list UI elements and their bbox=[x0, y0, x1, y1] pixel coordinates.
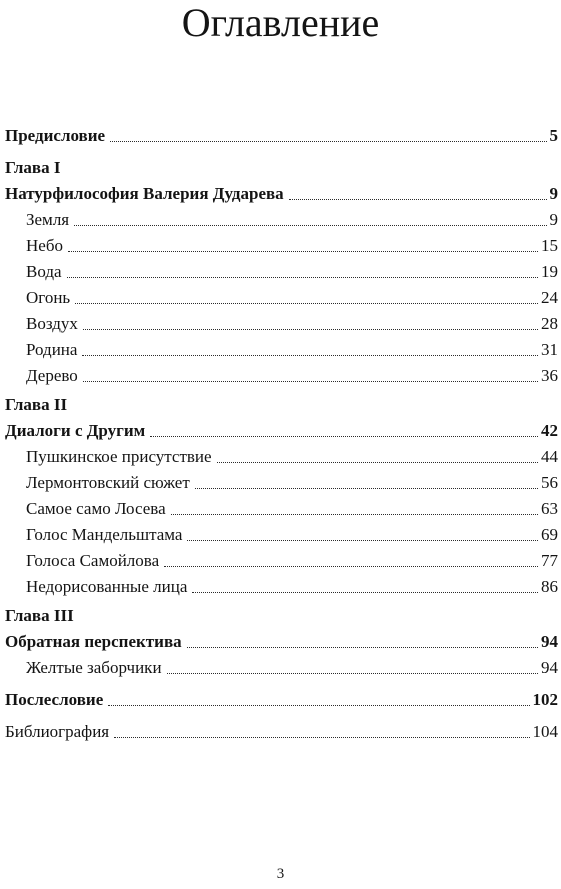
dot-leader bbox=[217, 462, 538, 463]
toc-entry-section[interactable] bbox=[5, 441, 558, 467]
dot-leader bbox=[67, 277, 538, 278]
chapter-heading: Глава III bbox=[5, 606, 74, 625]
toc-entry-page: 63 bbox=[541, 499, 558, 518]
toc-entry-label: Натурфилософия Валерия Дударева bbox=[5, 184, 284, 203]
toc-entry-label: Диалоги с Другим bbox=[5, 421, 146, 440]
page-number: 3 bbox=[276, 866, 285, 882]
dot-leader bbox=[187, 540, 538, 541]
toc-entry-chapter-3[interactable] bbox=[5, 626, 558, 652]
toc-entry-label: Земля bbox=[26, 210, 70, 229]
toc-entry-label: Небо bbox=[26, 236, 63, 255]
toc-entry-chapter-1[interactable] bbox=[5, 178, 558, 204]
toc-entry-label: Самое само Лосева bbox=[26, 499, 166, 518]
toc-entry-section[interactable] bbox=[5, 204, 558, 230]
dot-leader bbox=[164, 566, 538, 567]
toc-entry-page: 9 bbox=[549, 184, 558, 203]
toc-entry-page: 24 bbox=[541, 288, 558, 307]
toc-entry-section[interactable] bbox=[5, 493, 558, 519]
toc-entry-page: 9 bbox=[549, 210, 558, 229]
toc-entry-label: Дерево bbox=[26, 366, 78, 385]
toc-entry-page: 44 bbox=[541, 447, 558, 466]
dot-leader bbox=[68, 251, 538, 252]
toc-entry-label: Голоса Самойлова bbox=[26, 551, 160, 570]
toc-entry-page: 15 bbox=[541, 236, 558, 255]
toc-entry-section[interactable] bbox=[5, 360, 558, 386]
toc-entry-label: Предисловие bbox=[5, 126, 106, 145]
toc-entry-page: 56 bbox=[541, 473, 558, 492]
toc-entry-page: 94 bbox=[541, 658, 558, 677]
toc-entry-label: Огонь bbox=[26, 288, 71, 307]
toc-entry-page: 36 bbox=[541, 366, 558, 385]
toc-entry-section[interactable] bbox=[5, 230, 558, 256]
toc-entry-page: 69 bbox=[541, 525, 558, 544]
toc-entry-bibliography[interactable] bbox=[5, 716, 558, 742]
dot-leader bbox=[192, 592, 538, 593]
dot-leader bbox=[108, 705, 529, 706]
toc-entry-page: 104 bbox=[532, 722, 558, 741]
dot-leader bbox=[83, 329, 538, 330]
chapter-heading: Глава I bbox=[5, 158, 61, 177]
toc-entry-page: 42 bbox=[541, 421, 558, 440]
toc-entry-label: Библиография bbox=[5, 722, 110, 741]
dot-leader bbox=[167, 673, 538, 674]
dot-leader bbox=[83, 381, 538, 382]
dot-leader bbox=[195, 488, 538, 489]
toc-entry-section[interactable] bbox=[5, 282, 558, 308]
chapter-heading: Глава II bbox=[5, 395, 68, 414]
toc-entry-page: 94 bbox=[541, 632, 558, 651]
toc-entry-label: Обратная перспектива bbox=[5, 632, 182, 651]
toc-entry-page: 77 bbox=[541, 551, 558, 570]
dot-leader bbox=[171, 514, 538, 515]
dot-leader bbox=[187, 647, 538, 648]
table-of-contents bbox=[5, 120, 558, 742]
toc-entry-label: Недорисованные лица bbox=[26, 577, 188, 596]
toc-entry-section[interactable] bbox=[5, 467, 558, 493]
toc-entry-page: 28 bbox=[541, 314, 558, 333]
toc-entry-label: Голос Мандельштама bbox=[26, 525, 183, 544]
toc-entry-page: 19 bbox=[541, 262, 558, 281]
dot-leader bbox=[74, 225, 546, 226]
dot-leader bbox=[75, 303, 538, 304]
dot-leader bbox=[289, 199, 547, 200]
dot-leader bbox=[110, 141, 546, 142]
toc-entry-section[interactable] bbox=[5, 545, 558, 571]
toc-entry-label: Послесловие bbox=[5, 690, 104, 709]
toc-entry-label: Вода bbox=[26, 262, 62, 281]
toc-entry-chapter-2[interactable] bbox=[5, 415, 558, 441]
page-title: Оглавление bbox=[181, 0, 380, 45]
toc-entry-section[interactable] bbox=[5, 308, 558, 334]
toc-entry-section[interactable] bbox=[5, 571, 558, 597]
toc-entry-label: Пушкинское присутствие bbox=[26, 447, 212, 466]
toc-entry-afterword[interactable] bbox=[5, 684, 558, 710]
dot-leader bbox=[114, 737, 529, 738]
toc-entry-label: Воздух bbox=[26, 314, 78, 333]
toc-entry-section[interactable] bbox=[5, 652, 558, 678]
dot-leader bbox=[150, 436, 538, 437]
toc-entry-page: 31 bbox=[541, 340, 558, 359]
toc-entry-page: 86 bbox=[541, 577, 558, 596]
toc-entry-label: Родина bbox=[26, 340, 78, 359]
toc-entry-page: 102 bbox=[532, 690, 558, 709]
toc-entry-section[interactable] bbox=[5, 519, 558, 545]
toc-entry-section[interactable] bbox=[5, 334, 558, 360]
toc-entry-section[interactable] bbox=[5, 256, 558, 282]
toc-entry-preface[interactable] bbox=[5, 120, 558, 146]
toc-entry-label: Желтые заборчики bbox=[26, 658, 162, 677]
toc-entry-page: 5 bbox=[549, 126, 558, 145]
toc-entry-label: Лермонтовский сюжет bbox=[26, 473, 190, 492]
dot-leader bbox=[82, 355, 538, 356]
